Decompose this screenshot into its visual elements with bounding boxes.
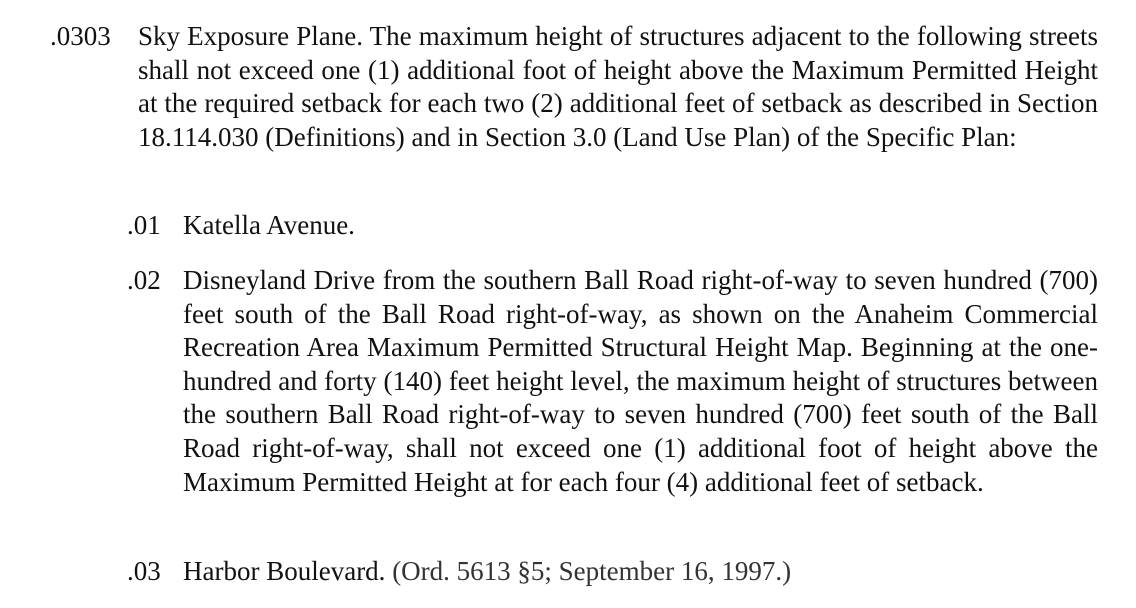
item-text: Harbor Boulevard. [183,556,386,586]
list-item-03 [127,555,1098,589]
item-number: .01 [127,210,161,240]
item-text: Katella Avenue. [183,210,355,240]
list-item-01 [127,209,1098,243]
section-number: .0303 [50,21,111,51]
section-0303 [50,20,1098,154]
section-text: Sky Exposure Plane. The maximum height of structures adjacent to the following streets shall not exceed one (1) additional foot of height above the Maximum Permitted Height at the required setback for each two (2) additional feet of setback as described in Section 18.114.030 (Definitions) and in Section 3.0 (Land Use Plan) of the Specific Plan: [138,21,1098,152]
ordinance-citation: (Ord. 5613 §5; September 16, 1997.) [392,556,792,586]
item-number: .03 [127,556,161,586]
item-text: Disneyland Drive from the southern Ball Road right-of-way to seven hundred (700) feet south of the Ball Road right-of-way, as shown on the Anaheim Commercial Recreation Area Maximum Permitted Structural Height Map. Beginning at the one-hundred and forty (140) feet height level, the maximum height of structures between the southern Ball Road right-of-way to seven hundred (700) feet south of the Ball Road right-of-way, shall not exceed one (1) additional foot of height above the Maximum Permitted Height at for each four (4) additional feet of setback. [183,265,1098,497]
item-number: .02 [127,265,161,295]
item-content [183,555,1098,589]
list-item-02 [127,264,1098,499]
